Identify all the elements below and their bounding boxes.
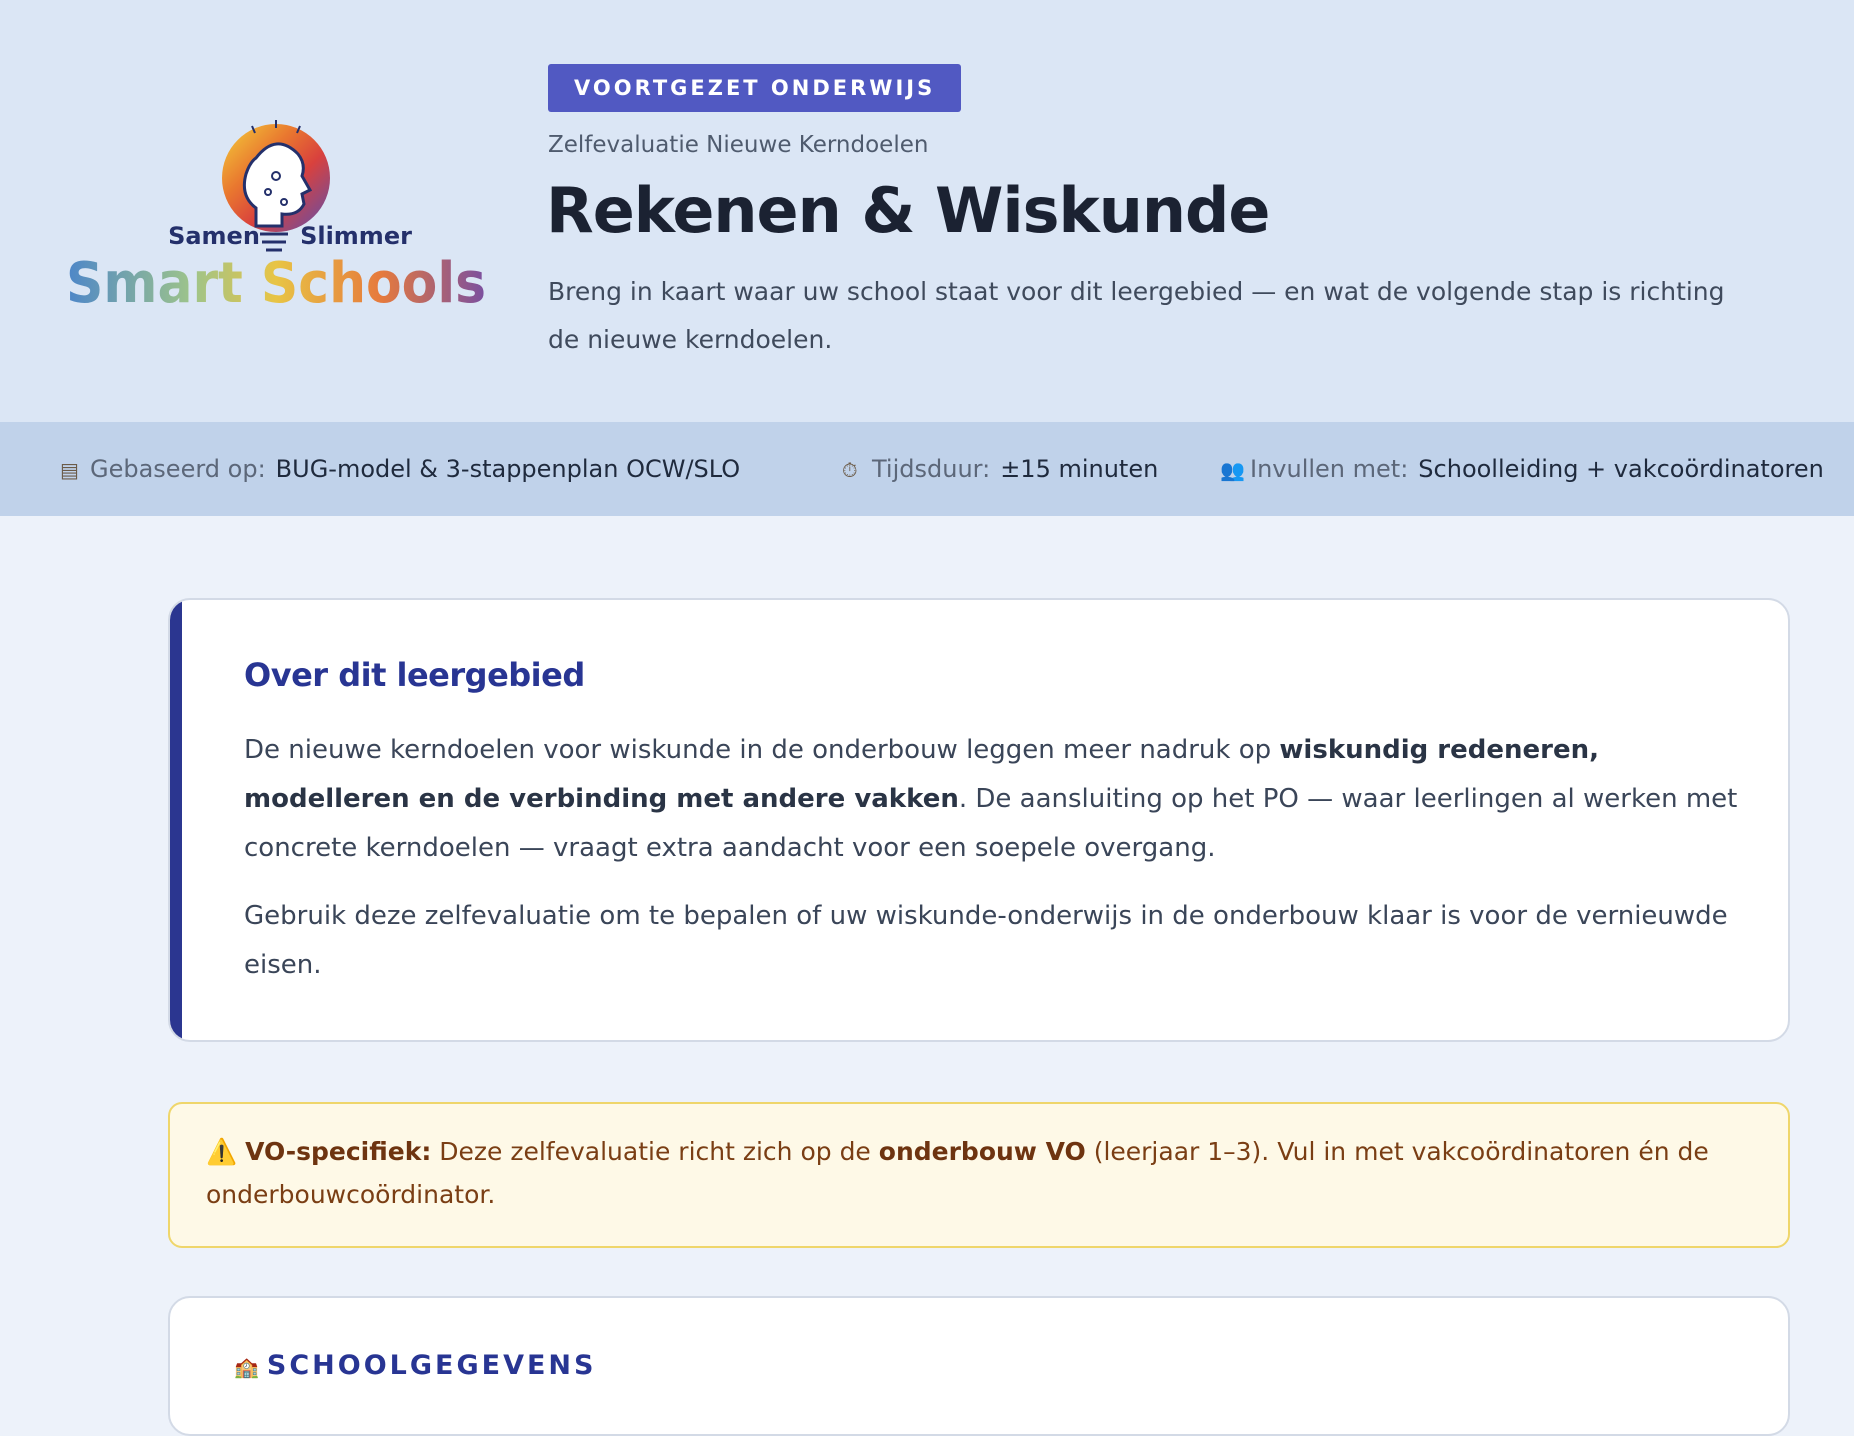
about-p1-text-a: De nieuwe kerndoelen voor wiskunde in de onderbouw leggen meer nadruk op xyxy=(244,735,1280,765)
page-subtitle: Breng in kaart waar uw school staat voor dit leergebied — en wat de volgende stap is richting de nieuwe kerndoelen. xyxy=(548,277,1725,354)
level-badge: VOORTGEZET ONDERWIJS xyxy=(548,64,961,112)
school-details-title: SCHOOLGEGEVENS xyxy=(266,1350,597,1381)
page-header xyxy=(0,0,1854,422)
info-fill-with-value: Schoolleiding + vakcoördinatoren xyxy=(1418,455,1824,483)
about-p1-bold: wiskundig redeneren, modelleren en de verbinding met andere vakken xyxy=(244,735,1599,814)
vo-notice-text xyxy=(206,1130,1746,1216)
eyebrow-label: Zelfevaluatie Nieuwe Kerndoelen xyxy=(548,132,929,158)
vo-notice-label: VO-specifiek: xyxy=(245,1137,432,1166)
warning-icon: ⚠️ xyxy=(206,1137,238,1166)
logo-wordmark: Smart Schools xyxy=(66,251,486,316)
vo-notice-text-a: Deze zelfevaluatie richt zich op de xyxy=(431,1137,879,1166)
about-paragraph-1 xyxy=(244,726,1744,873)
notepad-icon: ▤ xyxy=(60,458,79,482)
info-based-on xyxy=(60,422,740,516)
page-title: Rekenen & Wiskunde xyxy=(546,174,1270,247)
info-based-on-value: BUG-model & 3-stappenplan OCW/SLO xyxy=(275,455,741,483)
about-p1-text-b: . De aansluiting op het PO — waar leerlingen al werken met concrete kerndoelen — vraagt extra aandacht voor een soepele overgang. xyxy=(244,784,1738,863)
about-paragraph-2: Gebruik deze zelfevaluatie om te bepalen of uw wiskunde-onderwijs in de onderbouw klaar is voor de vernieuwde eisen. xyxy=(244,901,1728,980)
about-heading: Over dit leergebied xyxy=(244,656,585,694)
info-bar xyxy=(0,422,1854,516)
vo-notice-bold: onderbouw VO xyxy=(878,1137,1086,1166)
info-fill-with xyxy=(1220,422,1824,516)
logo-tagline-left: Samen xyxy=(168,222,260,250)
info-duration-label: Tijdsduur: xyxy=(872,455,991,483)
info-duration xyxy=(842,422,1158,516)
info-fill-with-label: Invullen met: xyxy=(1250,455,1409,483)
vo-notice-text-b: (leerjaar 1–3). Vul in met vakcoördinatoren én de onderbouwcoördinator. xyxy=(206,1137,1709,1209)
card-accent-bar xyxy=(170,600,182,1040)
stopwatch-icon: ⏱ xyxy=(842,458,858,482)
info-duration-value: ±15 minuten xyxy=(1000,455,1159,483)
info-based-on-label: Gebaseerd op: xyxy=(90,455,266,483)
people-icon: 👥 xyxy=(1220,458,1245,482)
logo-tagline-right: Slimmer xyxy=(300,222,412,250)
about-card xyxy=(168,598,1790,1042)
school-details-card xyxy=(168,1296,1790,1436)
school-icon: 🏫 xyxy=(234,1355,259,1379)
school-details-heading xyxy=(234,1350,596,1381)
smart-schools-logo[interactable] xyxy=(56,118,496,318)
vo-notice xyxy=(168,1102,1790,1248)
lightbulb-head-icon xyxy=(56,118,496,318)
